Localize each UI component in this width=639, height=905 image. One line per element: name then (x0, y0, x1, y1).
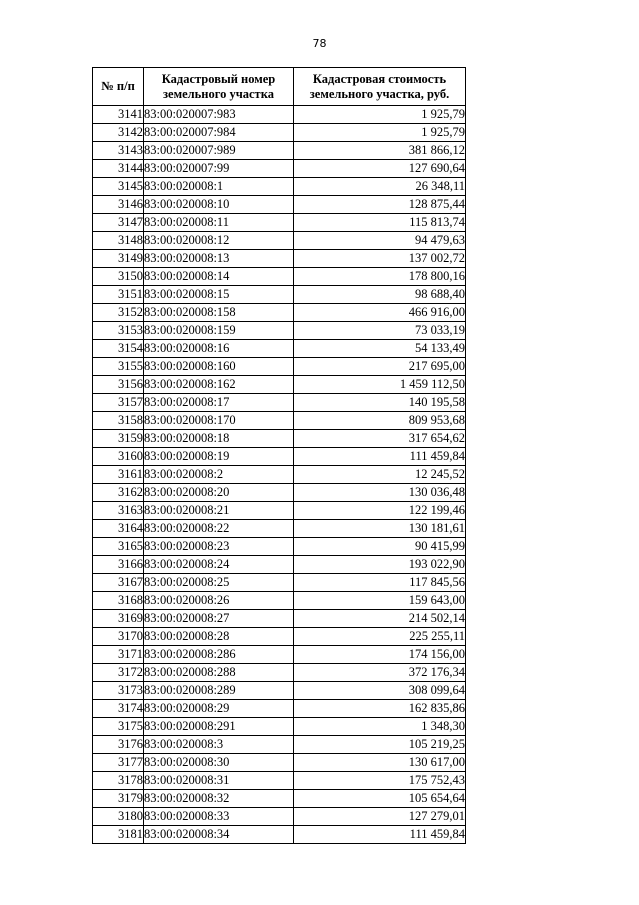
row-number-cell: 3173 (93, 682, 144, 700)
row-number-cell: 3163 (93, 502, 144, 520)
row-number-cell: 3142 (93, 124, 144, 142)
cadastral-number-cell: 83:00:020008:162 (144, 376, 294, 394)
cadastral-number-cell: 83:00:020008:289 (144, 682, 294, 700)
table-row (93, 718, 466, 736)
table-row (93, 286, 466, 304)
cadastral-value-cell: 308 099,64 (294, 682, 466, 700)
table-row (93, 466, 466, 484)
table-row (93, 142, 466, 160)
table-row (93, 682, 466, 700)
cadastral-number-cell: 83:00:020008:31 (144, 772, 294, 790)
cadastral-number-cell: 83:00:020008:20 (144, 484, 294, 502)
table-row (93, 268, 466, 286)
table-row (93, 160, 466, 178)
row-number-cell: 3171 (93, 646, 144, 664)
table-row (93, 646, 466, 664)
cadastral-value-cell: 115 813,74 (294, 214, 466, 232)
table-row (93, 214, 466, 232)
cadastral-number-cell: 83:00:020008:29 (144, 700, 294, 718)
table-row (93, 826, 466, 844)
table-header-row (93, 68, 466, 106)
row-number-cell: 3151 (93, 286, 144, 304)
cadastral-number-cell: 83:00:020008:170 (144, 412, 294, 430)
cadastral-value-cell: 214 502,14 (294, 610, 466, 628)
cadastral-number-cell: 83:00:020008:11 (144, 214, 294, 232)
cadastral-value-cell: 174 156,00 (294, 646, 466, 664)
cadastral-value-cell: 94 479,63 (294, 232, 466, 250)
cadastral-number-cell: 83:00:020008:30 (144, 754, 294, 772)
row-number-cell: 3178 (93, 772, 144, 790)
row-number-cell: 3181 (93, 826, 144, 844)
cadastral-number-cell: 83:00:020008:2 (144, 466, 294, 484)
cadastral-number-cell: 83:00:020007:99 (144, 160, 294, 178)
cadastral-value-cell: 128 875,44 (294, 196, 466, 214)
table-row (93, 700, 466, 718)
cadastral-number-cell: 83:00:020008:3 (144, 736, 294, 754)
cadastral-value-cell: 130 036,48 (294, 484, 466, 502)
row-number-cell: 3177 (93, 754, 144, 772)
row-number-cell: 3159 (93, 430, 144, 448)
table-body (93, 106, 466, 844)
row-number-cell: 3156 (93, 376, 144, 394)
row-number-cell: 3141 (93, 106, 144, 124)
row-number-cell: 3180 (93, 808, 144, 826)
row-number-cell: 3144 (93, 160, 144, 178)
table-row (93, 376, 466, 394)
cadastral-number-cell: 83:00:020008:10 (144, 196, 294, 214)
table-row (93, 808, 466, 826)
cadastral-value-cell: 225 255,11 (294, 628, 466, 646)
row-number-cell: 3147 (93, 214, 144, 232)
cadastral-value-cell: 122 199,46 (294, 502, 466, 520)
row-number-cell: 3160 (93, 448, 144, 466)
cadastral-value-cell: 1 459 112,50 (294, 376, 466, 394)
cadastral-value-cell: 117 845,56 (294, 574, 466, 592)
row-number-cell: 3148 (93, 232, 144, 250)
row-number-cell: 3152 (93, 304, 144, 322)
table-row (93, 340, 466, 358)
cadastral-number-cell: 83:00:020008:28 (144, 628, 294, 646)
row-number-cell: 3176 (93, 736, 144, 754)
row-number-cell: 3169 (93, 610, 144, 628)
cadastral-number-cell: 83:00:020008:15 (144, 286, 294, 304)
cadastral-value-cell: 193 022,90 (294, 556, 466, 574)
row-number-cell: 3158 (93, 412, 144, 430)
cadastral-value-cell: 105 219,25 (294, 736, 466, 754)
cadastral-number-cell: 83:00:020008:32 (144, 790, 294, 808)
cadastral-number-cell: 83:00:020008:24 (144, 556, 294, 574)
cadastral-number-cell: 83:00:020008:33 (144, 808, 294, 826)
table-row (93, 520, 466, 538)
table-row (93, 628, 466, 646)
table-row (93, 736, 466, 754)
table-row (93, 538, 466, 556)
table-row (93, 358, 466, 376)
cadastral-number-cell: 83:00:020008:12 (144, 232, 294, 250)
cadastral-number-cell: 83:00:020008:291 (144, 718, 294, 736)
cadastral-value-cell: 140 195,58 (294, 394, 466, 412)
cadastral-number-cell: 83:00:020007:984 (144, 124, 294, 142)
cadastral-value-cell: 381 866,12 (294, 142, 466, 160)
table-row (93, 304, 466, 322)
row-number-cell: 3154 (93, 340, 144, 358)
cadastral-value-cell: 90 415,99 (294, 538, 466, 556)
cadastral-value-cell: 1 925,79 (294, 124, 466, 142)
cadastral-number-cell: 83:00:020008:23 (144, 538, 294, 556)
row-number-cell: 3175 (93, 718, 144, 736)
table-row (93, 754, 466, 772)
row-number-cell: 3164 (93, 520, 144, 538)
cadastral-value-cell: 1 925,79 (294, 106, 466, 124)
cadastral-number-cell: 83:00:020007:983 (144, 106, 294, 124)
cadastral-value-cell: 217 695,00 (294, 358, 466, 376)
row-number-cell: 3157 (93, 394, 144, 412)
row-number-cell: 3172 (93, 664, 144, 682)
cadastral-value-cell: 372 176,34 (294, 664, 466, 682)
table-row (93, 124, 466, 142)
cadastral-number-cell: 83:00:020008:159 (144, 322, 294, 340)
row-number-cell: 3165 (93, 538, 144, 556)
row-number-cell: 3145 (93, 178, 144, 196)
row-number-cell: 3167 (93, 574, 144, 592)
table-row (93, 484, 466, 502)
cadastral-number-cell: 83:00:020008:22 (144, 520, 294, 538)
cadastral-value-cell: 130 617,00 (294, 754, 466, 772)
cadastral-number-cell: 83:00:020008:34 (144, 826, 294, 844)
cadastral-value-cell: 26 348,11 (294, 178, 466, 196)
column-header-cadastral-number: Кадастровый номер земельного участка (144, 68, 294, 106)
cadastral-value-cell: 111 459,84 (294, 448, 466, 466)
row-number-cell: 3174 (93, 700, 144, 718)
row-number-cell: 3150 (93, 268, 144, 286)
cadastral-number-cell: 83:00:020008:25 (144, 574, 294, 592)
cadastral-value-cell: 127 690,64 (294, 160, 466, 178)
cadastral-value-cell: 159 643,00 (294, 592, 466, 610)
row-number-cell: 3146 (93, 196, 144, 214)
row-number-cell: 3179 (93, 790, 144, 808)
cadastral-number-cell: 83:00:020008:19 (144, 448, 294, 466)
table-row (93, 574, 466, 592)
table-row (93, 502, 466, 520)
cadastral-number-cell: 83:00:020007:989 (144, 142, 294, 160)
cadastral-value-table (92, 67, 466, 844)
cadastral-number-cell: 83:00:020008:16 (144, 340, 294, 358)
table-row (93, 394, 466, 412)
cadastral-number-cell: 83:00:020008:27 (144, 610, 294, 628)
cadastral-value-cell: 111 459,84 (294, 826, 466, 844)
cadastral-value-cell: 12 245,52 (294, 466, 466, 484)
cadastral-value-cell: 137 002,72 (294, 250, 466, 268)
cadastral-value-cell: 73 033,19 (294, 322, 466, 340)
cadastral-value-cell: 162 835,86 (294, 700, 466, 718)
cadastral-number-cell: 83:00:020008:14 (144, 268, 294, 286)
table-row (93, 664, 466, 682)
cadastral-value-cell: 130 181,61 (294, 520, 466, 538)
cadastral-number-cell: 83:00:020008:18 (144, 430, 294, 448)
column-header-cadastral-value: Кадастровая стоимость земельного участка, руб. (294, 68, 466, 106)
cadastral-number-cell: 83:00:020008:160 (144, 358, 294, 376)
table-row (93, 412, 466, 430)
table-row (93, 610, 466, 628)
row-number-cell: 3168 (93, 592, 144, 610)
row-number-cell: 3153 (93, 322, 144, 340)
table-row (93, 592, 466, 610)
row-number-cell: 3155 (93, 358, 144, 376)
cadastral-number-cell: 83:00:020008:26 (144, 592, 294, 610)
cadastral-value-cell: 54 133,49 (294, 340, 466, 358)
row-number-cell: 3149 (93, 250, 144, 268)
row-number-cell: 3166 (93, 556, 144, 574)
cadastral-value-cell: 127 279,01 (294, 808, 466, 826)
cadastral-value-cell: 178 800,16 (294, 268, 466, 286)
table-row (93, 322, 466, 340)
page-number: 78 (312, 37, 327, 50)
cadastral-value-cell: 175 752,43 (294, 772, 466, 790)
table-row (93, 250, 466, 268)
cadastral-number-cell: 83:00:020008:158 (144, 304, 294, 322)
cadastral-number-cell: 83:00:020008:13 (144, 250, 294, 268)
table-row (93, 430, 466, 448)
row-number-cell: 3170 (93, 628, 144, 646)
cadastral-value-cell: 105 654,64 (294, 790, 466, 808)
table-row (93, 196, 466, 214)
cadastral-number-cell: 83:00:020008:1 (144, 178, 294, 196)
table-row (93, 178, 466, 196)
table-row (93, 448, 466, 466)
row-number-cell: 3143 (93, 142, 144, 160)
cadastral-value-cell: 466 916,00 (294, 304, 466, 322)
cadastral-number-cell: 83:00:020008:286 (144, 646, 294, 664)
table-row (93, 772, 466, 790)
row-number-cell: 3161 (93, 466, 144, 484)
cadastral-value-cell: 1 348,30 (294, 718, 466, 736)
cadastral-number-cell: 83:00:020008:17 (144, 394, 294, 412)
cadastral-number-cell: 83:00:020008:288 (144, 664, 294, 682)
table-row (93, 556, 466, 574)
cadastral-value-cell: 98 688,40 (294, 286, 466, 304)
table-row (93, 106, 466, 124)
table-row (93, 232, 466, 250)
cadastral-value-cell: 317 654,62 (294, 430, 466, 448)
table-row (93, 790, 466, 808)
column-header-number: № п/п (93, 68, 144, 106)
cadastral-number-cell: 83:00:020008:21 (144, 502, 294, 520)
cadastral-value-cell: 809 953,68 (294, 412, 466, 430)
row-number-cell: 3162 (93, 484, 144, 502)
